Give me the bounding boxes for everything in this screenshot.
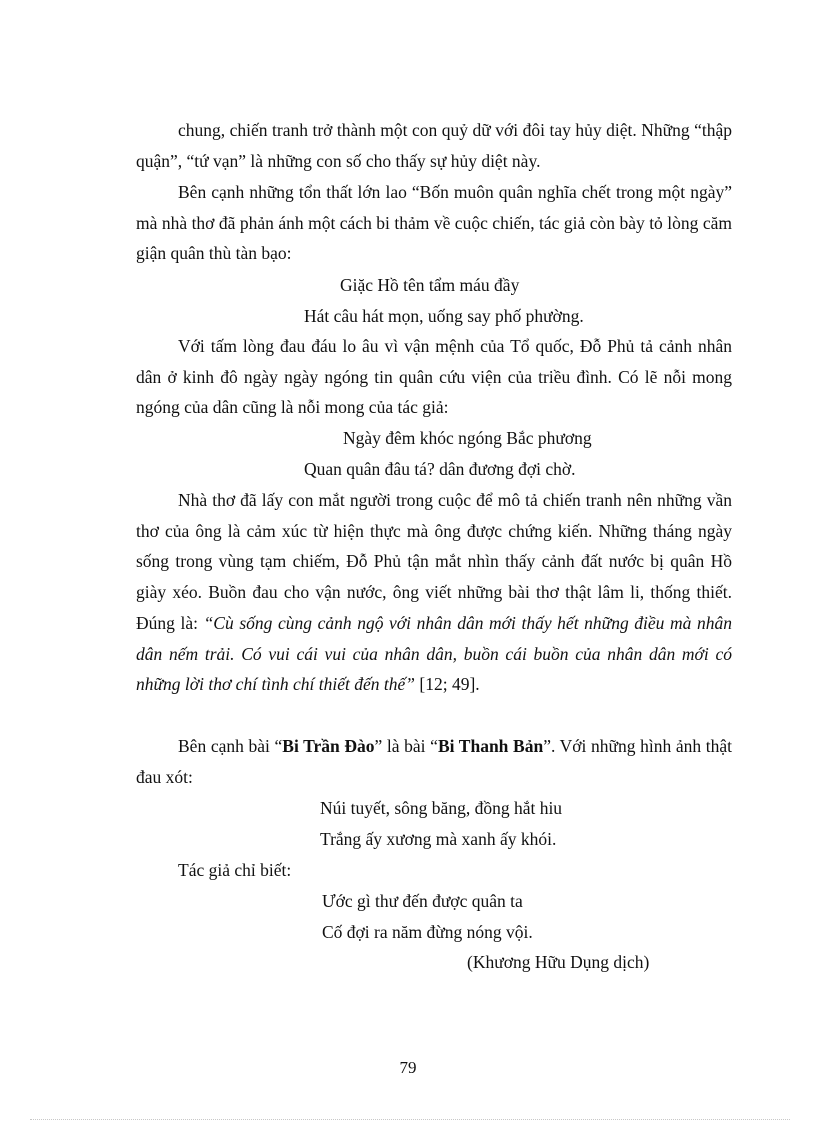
page-bottom-divider — [30, 1119, 790, 1120]
paragraph-capital — [136, 331, 732, 423]
paragraph-text: Nhà thơ đã lấy con mắt người trong cuộc để mô tả chiến tranh nên những vần thơ của ông là cảm xúc từ hiện thực mà ông được chứng kiến. Những tháng ngày sống trong vùng tạm chiếm, Đỗ Phủ tận mắt nhìn thấy cảnh đất nước bị quân Hồ giày xéo. Buồn đau cho vận nước, ông viết những bài thơ thật lâm li, thống thiết. Đúng là: — [136, 490, 732, 633]
paragraph-continuation — [136, 115, 732, 176]
paragraph-witness — [136, 485, 732, 700]
verse-line-5: Núi tuyết, sông băng, đồng hắt hiu — [320, 798, 563, 818]
paragraph-text: Với tấm lòng đau đáu lo âu vì vận mệnh của Tổ quốc, Đỗ Phủ tả cảnh nhân dân ở kinh đô ngày ngày ngóng tin quân cứu viện của triều đình. Có lẽ nỗi mong ngóng của dân cũng là nỗi mong của tác giả: — [136, 336, 732, 418]
paragraph-losses — [136, 177, 732, 269]
verse-line-1: Giặc Hồ tên tẩm máu đầy — [340, 275, 520, 295]
paragraph-poems — [136, 731, 732, 792]
citation: [12; 49]. — [415, 674, 480, 695]
paragraph-text: Bên cạnh bài “ — [178, 736, 283, 756]
poem-title-bi-tran-dao: Bi Trần Đào — [282, 736, 375, 756]
paragraph-text: ”. Với những hình ảnh thật đau xót: — [136, 736, 733, 787]
paragraph-text: ” là bài “ — [374, 736, 438, 756]
poem-title-bi-thanh-ban: Bi Thanh Bản — [437, 736, 544, 756]
verse-line-4: Quan quân đâu tá? dân đương đợi chờ. — [304, 459, 576, 479]
verse-line-6: Trắng ấy xương mà xanh ấy khói. — [320, 829, 557, 849]
page-number: 79 — [399, 1058, 417, 1077]
paragraph-author-wish: Tác giả chỉ biết: — [178, 860, 292, 880]
quotation: “Cù sống cùng cảnh ngộ với nhân dân mới thấy hết những điều mà nhân dân nếm trải. Có vui cái vui của nhân dân, buồn cái buồn của nhân dân mới có những lời thơ chí tình chí thiết đến thế” — [136, 612, 732, 695]
translator-credit: (Khương Hữu Dụng dịch) — [467, 952, 650, 972]
paragraph-text: Bên cạnh những tổn thất lớn lao “Bốn muôn quân nghĩa chết trong một ngày” mà nhà thơ đã phản ánh một cách bi thảm về cuộc chiến, tác giả còn bày tỏ lòng căm giận quân thù tàn bạo: — [136, 182, 732, 264]
verse-line-8: Cố đợi ra năm đừng nóng vội. — [322, 922, 533, 942]
paragraph-text: chung, chiến tranh trở thành một con quỷ dữ với đôi tay hủy diệt. Những “thập quận”, “tứ vạn” là những con số cho thấy sự hủy diệt này. — [136, 120, 732, 171]
verse-line-7: Ước gì thư đến được quân ta — [322, 891, 523, 911]
verse-line-2: Hát câu hát mọn, uống say phố phường. — [304, 306, 584, 326]
verse-line-3: Ngày đêm khóc ngóng Bắc phương — [343, 428, 592, 448]
